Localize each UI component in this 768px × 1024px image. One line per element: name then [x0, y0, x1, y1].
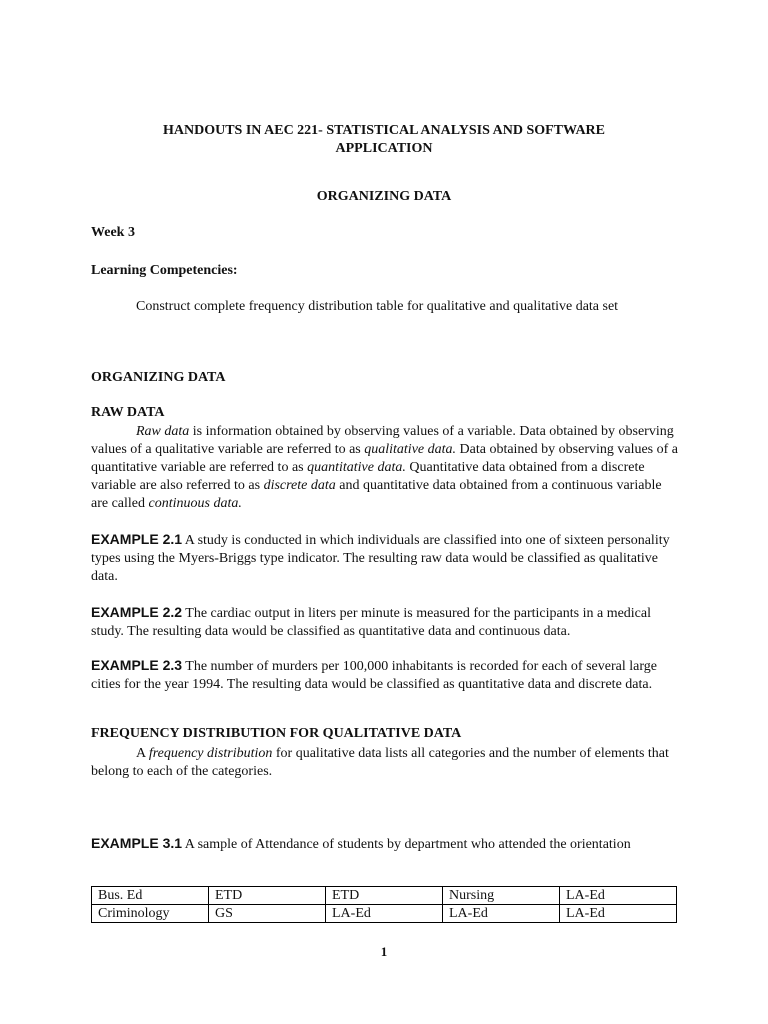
example-text: The cardiac output in liters per minute is measured for the participants in a medical study. The resulting data would be classified as quantitative data and continuous data. [91, 606, 652, 639]
section-heading-organizing-data: ORGANIZING DATA [91, 370, 226, 385]
term-discrete-data: discrete data [263, 478, 336, 493]
term-frequency-distribution: frequency distribution [148, 746, 273, 761]
table-cell: Criminology [92, 905, 209, 923]
fd-text: A [136, 746, 149, 761]
frequency-distribution-paragraph [91, 745, 681, 781]
frequency-distribution-heading: FREQUENCY DISTRIBUTION FOR QUALITATIVE DATA [91, 726, 462, 741]
example-2-1 [91, 530, 681, 586]
raw-data-paragraph [91, 423, 681, 513]
table-cell: LA-Ed [560, 905, 677, 923]
term-raw-data: Raw data [136, 424, 190, 439]
table-row [92, 905, 677, 923]
table-cell: LA-Ed [443, 905, 560, 923]
raw-data-text: Data obtained by observing values of a quantitative variable are referred to as [91, 442, 679, 475]
page-number: 1 [380, 944, 388, 959]
example-2-3 [91, 656, 681, 694]
document-title-line1: HANDOUTS IN AEC 221- STATISTICAL ANALYSIS AND SOFTWARE [162, 123, 606, 138]
attendance-table [91, 886, 677, 923]
example-label: EXAMPLE 2.2 [91, 604, 183, 620]
example-2-2 [91, 603, 681, 641]
raw-data-text: is information obtained by observing values of a variable. Data obtained by observing values of a qualitative variable are referred to as [91, 424, 674, 457]
document-title-line2: APPLICATION [335, 141, 433, 156]
example-text: A sample of Attendance of students by department who attended the orientation [182, 837, 631, 852]
term-qualitative-data: qualitative data. [364, 442, 457, 457]
table-row [92, 887, 677, 905]
example-label: EXAMPLE 2.1 [91, 531, 183, 547]
raw-data-text: Quantitative data obtained from a discrete variable are also referred to as [91, 460, 645, 493]
table-cell: Nursing [443, 887, 560, 905]
example-label: EXAMPLE 2.3 [91, 657, 183, 673]
document-subtitle: ORGANIZING DATA [316, 189, 452, 204]
example-text: A study is conducted in which individuals are classified into one of sixteen personality types using the Myers-Briggs type indicator. The resulting raw data would be classified as qualitative data. [91, 533, 670, 584]
competencies-heading: Learning Competencies: [91, 263, 238, 278]
example-3-1 [91, 834, 681, 854]
example-label: EXAMPLE 3.1 [91, 835, 183, 851]
term-quantitative-data: quantitative data. [307, 460, 406, 475]
raw-data-text: and quantitative data obtained from a continuous variable are called [91, 478, 662, 511]
table-cell: LA-Ed [560, 887, 677, 905]
fd-text: for qualitative data lists all categories and the number of elements that belong to each of the categories. [91, 746, 669, 779]
table-cell: ETD [326, 887, 443, 905]
week-label: Week 3 [91, 225, 135, 240]
table-cell: Bus. Ed [92, 887, 209, 905]
table-cell: LA-Ed [326, 905, 443, 923]
example-text: The number of murders per 100,000 inhabitants is recorded for each of several large cities for the year 1994. The resulting data would be classified as quantitative data and discrete data. [91, 659, 657, 692]
term-continuous-data: continuous data. [148, 496, 242, 511]
competency-text: Construct complete frequency distribution table for qualitative and qualitative data set [136, 299, 619, 314]
table-cell: GS [209, 905, 326, 923]
table-cell: ETD [209, 887, 326, 905]
raw-data-heading: RAW DATA [91, 405, 165, 420]
